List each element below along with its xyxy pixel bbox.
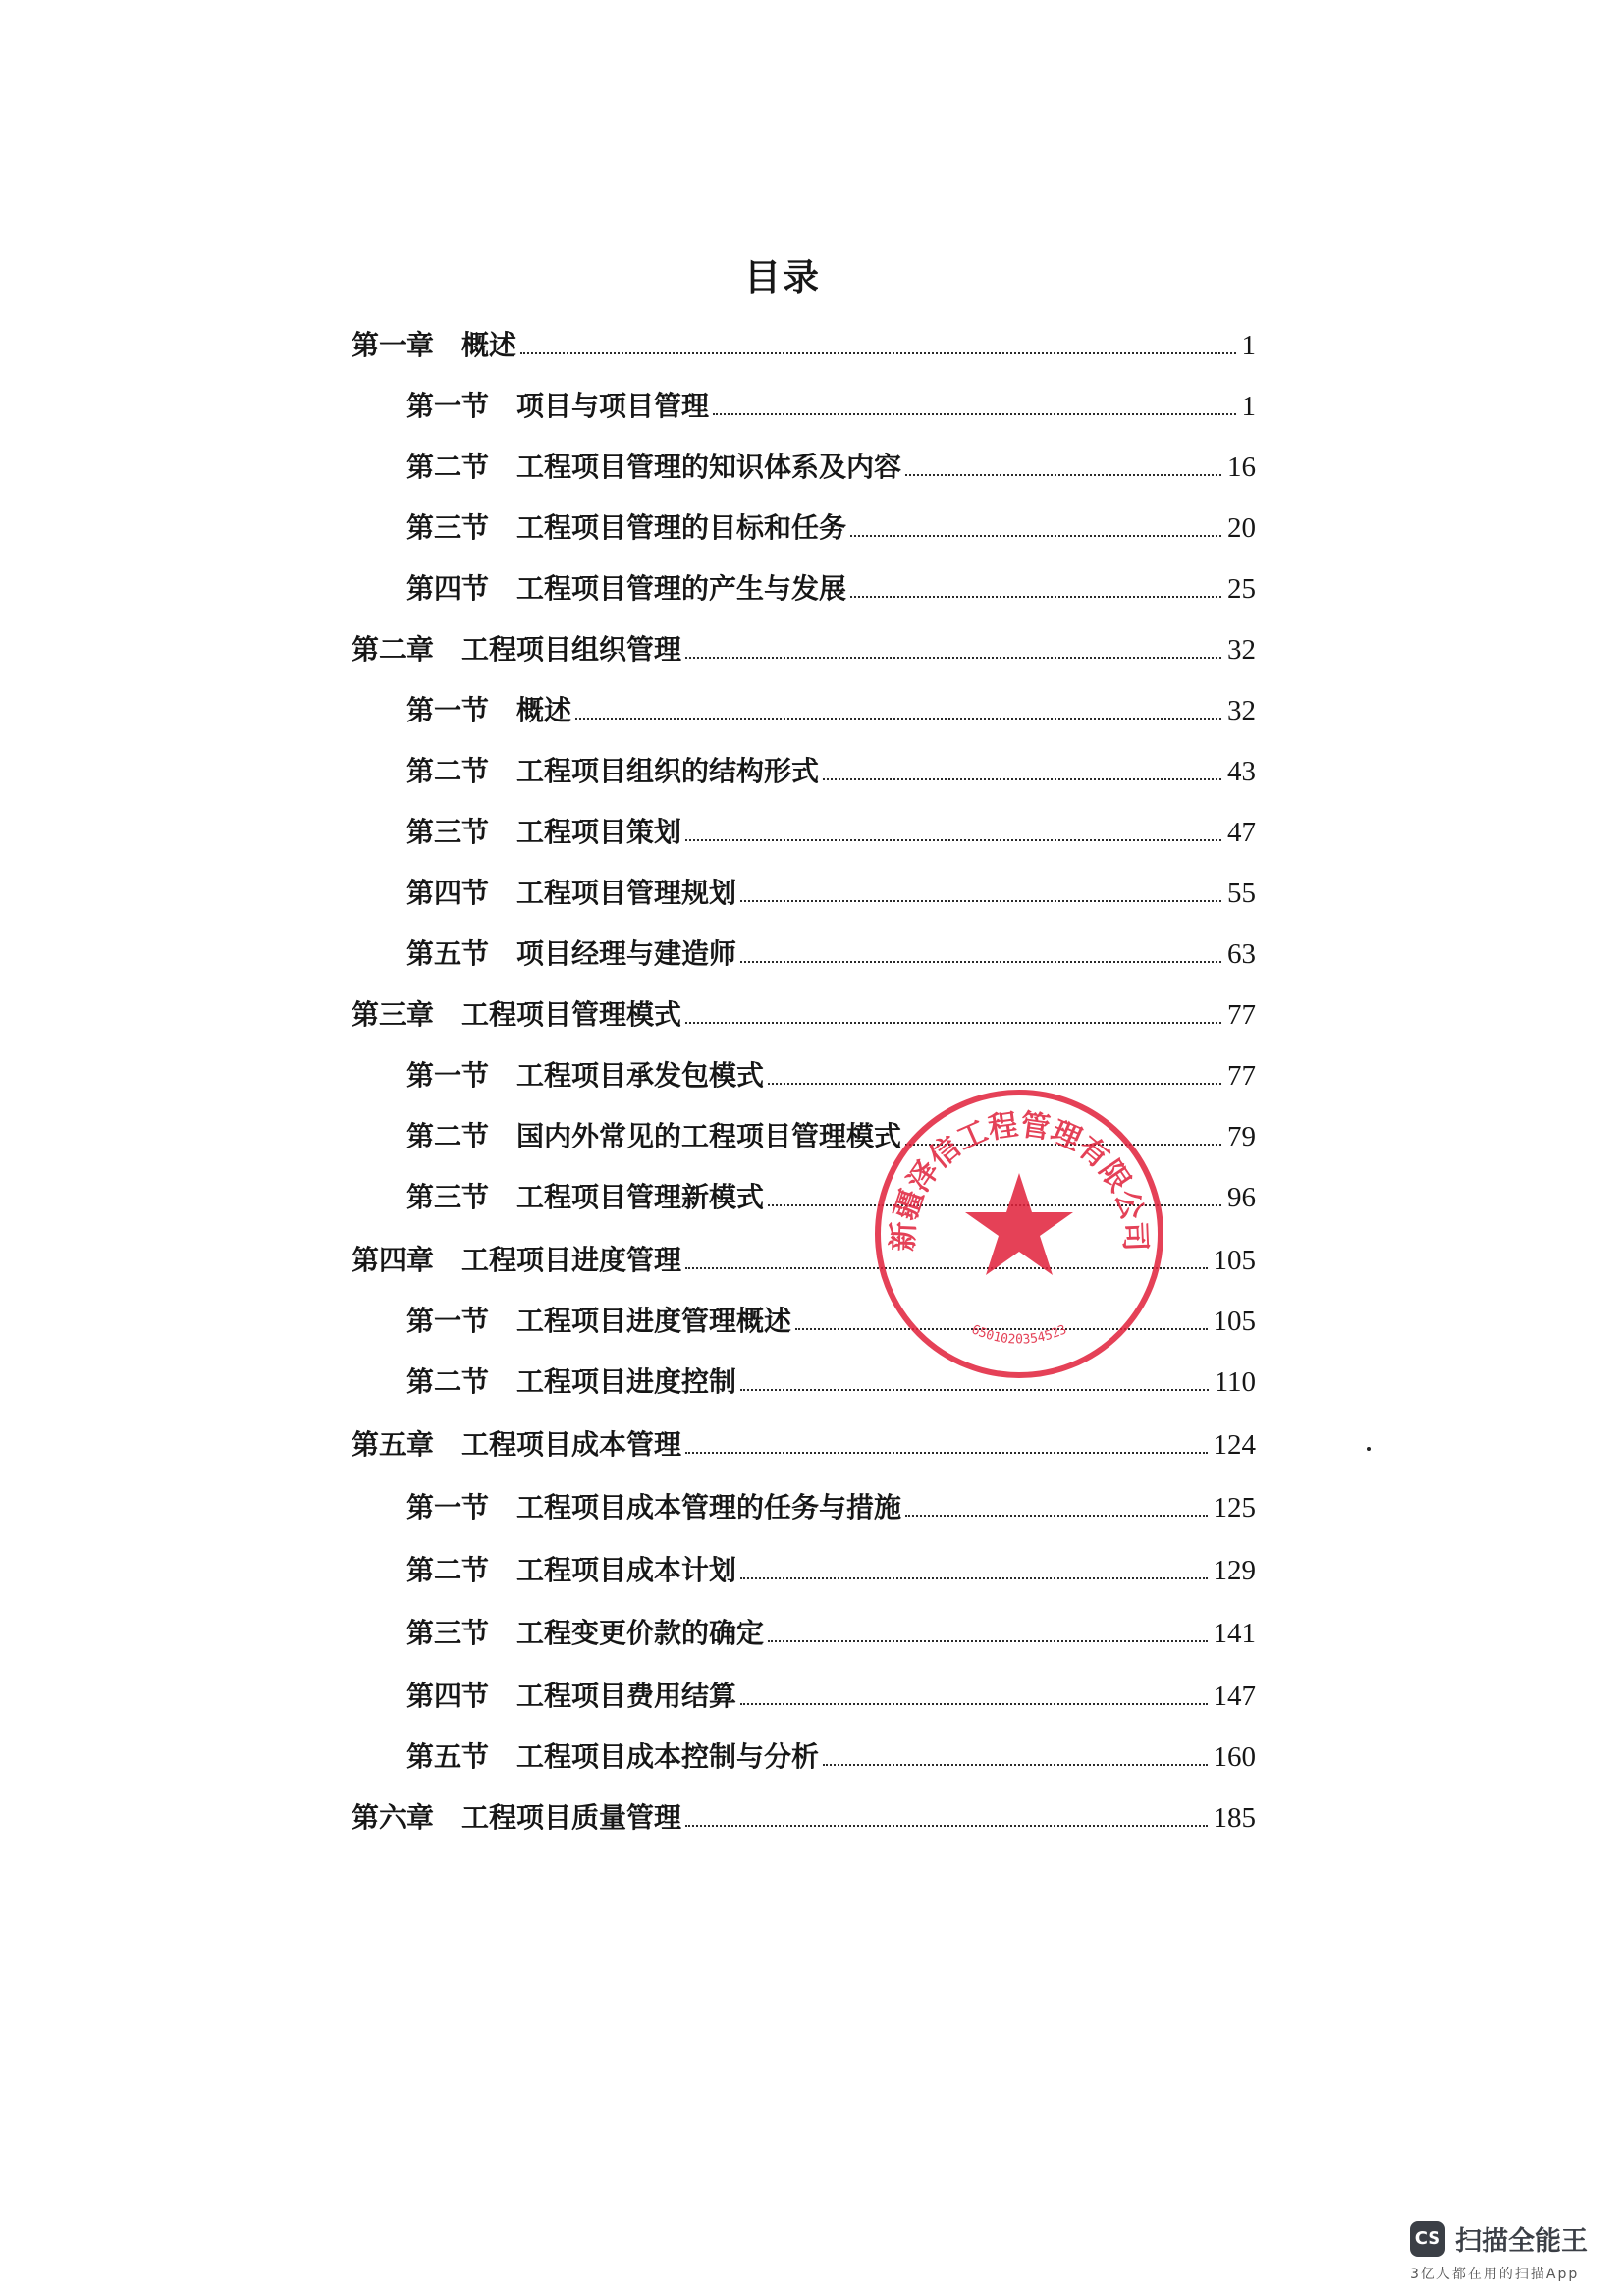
toc-section-entry [406,811,1256,850]
toc-entry-label: 第四节 [406,1680,490,1712]
toc-entry-title: 工程项目费用结算 [516,1680,737,1712]
scan-speck [1367,1447,1371,1451]
toc-section-entry [406,872,1256,911]
toc-page-number: 160 [1213,1741,1256,1773]
toc-entry-label: 第四节 [406,572,490,605]
toc-entry-label: 第三节 [406,1181,490,1213]
toc-entry-title: 工程项目成本管理的任务与措施 [516,1491,902,1523]
toc-page-number: 79 [1227,1121,1256,1152]
toc-section-entry [406,689,1256,728]
toc-entry-label: 第四节 [406,877,490,909]
toc-dot-leader [740,1389,1209,1391]
toc-chapter-entry [352,324,1256,363]
toc-page-number: 32 [1227,634,1256,666]
toc-section-entry [406,750,1256,789]
toc-entry-title: 国内外常见的工程项目管理模式 [516,1120,902,1152]
toc-dot-leader [740,900,1221,902]
toc-dot-leader [713,413,1235,415]
toc-page-number: 1 [1241,391,1256,422]
toc-page-number: 124 [1213,1429,1256,1461]
company-seal [872,1087,1166,1381]
toc-page-number: 105 [1213,1245,1256,1276]
toc-entry-title: 工程项目管理的知识体系及内容 [516,451,902,483]
toc-page-number: 129 [1213,1555,1256,1586]
toc-dot-leader [905,1515,1207,1517]
seal-company-name: 新疆泽信工程管理有限公司 [886,1107,1153,1253]
toc-entry-title: 工程项目管理规划 [516,877,737,909]
toc-page-number: 77 [1227,1060,1256,1092]
toc-entry-label: 第二节 [406,1554,490,1586]
toc-entry-title: 概述 [516,694,572,726]
toc-entry-label: 第一节 [406,1305,490,1337]
toc-page-number: 147 [1213,1681,1256,1712]
scanner-app-name: 扫描全能王 [1455,2226,1588,2257]
camscanner-logo-icon: CS [1410,2221,1445,2257]
toc-dot-leader [685,839,1221,841]
toc-page-number: 32 [1227,695,1256,726]
toc-section-entry [406,1549,1256,1588]
toc-entry-title: 项目经理与建造师 [516,937,737,970]
toc-dot-leader [740,1703,1207,1705]
toc-entry-label: 第一节 [406,390,490,422]
toc-page-number: 55 [1227,878,1256,909]
toc-dot-leader [740,961,1221,963]
toc-entry-label: 第三节 [406,511,490,544]
toc-section-entry [406,933,1256,972]
toc-page-number: 105 [1213,1306,1256,1337]
toc-entry-label: 第二节 [406,1365,490,1398]
toc-entry-title: 工程项目管理模式 [461,998,682,1031]
toc-dot-leader [740,1577,1207,1579]
toc-dot-leader [823,778,1221,780]
toc-chapter-entry [352,1796,1256,1836]
toc-dot-leader [905,474,1221,476]
toc-entry-title: 工程项目成本计划 [516,1554,737,1586]
toc-section-entry [406,1675,1256,1714]
toc-entry-title: 工程项目组织管理 [461,633,682,666]
toc-section-entry [406,446,1256,485]
toc-page-number: 110 [1214,1366,1256,1398]
toc-dot-leader [685,1452,1207,1454]
toc-entry-title: 工程变更价款的确定 [516,1617,765,1649]
toc-dot-leader [685,657,1221,659]
scanner-watermark [1410,2219,1588,2258]
toc-entry-title: 工程项目进度控制 [516,1365,737,1398]
toc-page-number: 96 [1227,1182,1256,1213]
toc-dot-leader [685,1825,1207,1827]
toc-entry-label: 第一节 [406,694,490,726]
toc-entry-title: 工程项目进度管理 [461,1244,682,1276]
toc-dot-leader [850,535,1221,537]
toc-page-number: 43 [1227,756,1256,787]
toc-entry-title: 工程项目组织的结构形式 [516,755,820,787]
toc-dot-leader [685,1022,1221,1024]
toc-dot-leader [575,718,1221,720]
toc-entry-title: 工程项目管理的目标和任务 [516,511,847,544]
toc-page-number: 141 [1213,1618,1256,1649]
toc-section-entry [406,1735,1256,1775]
toc-dot-leader [768,1083,1221,1085]
page-title: 目录 [744,256,821,298]
toc-chapter-entry [352,628,1256,667]
toc-entry-label: 第五节 [406,1740,490,1773]
toc-page-number: 25 [1227,573,1256,605]
toc-page-number: 125 [1213,1492,1256,1523]
toc-chapter-entry [352,993,1256,1033]
toc-entry-label: 第一节 [406,1059,490,1092]
svg-text:6501020354523 [969,1322,1069,1347]
star-icon [965,1173,1073,1275]
toc-chapter-entry [352,1423,1256,1463]
toc-page-number: 47 [1227,817,1256,848]
toc-page-number: 16 [1227,452,1256,483]
toc-section-entry [406,1486,1256,1525]
toc-entry-label: 第四章 [352,1244,435,1276]
toc-page-number: 77 [1227,999,1256,1031]
toc-entry-title: 工程项目策划 [516,816,682,848]
toc-page-number: 63 [1227,938,1256,970]
toc-section-entry [406,507,1256,546]
toc-entry-title: 工程项目进度管理概述 [516,1305,792,1337]
toc-entry-title: 工程项目质量管理 [461,1801,682,1834]
toc-dot-leader [823,1764,1207,1766]
toc-entry-title: 工程项目成本管理 [461,1428,682,1461]
toc-entry-label: 第三章 [352,998,435,1031]
toc-entry-title: 概述 [461,329,517,361]
toc-dot-leader [768,1640,1207,1642]
toc-entry-label: 第二节 [406,451,490,483]
toc-entry-label: 第三节 [406,1617,490,1649]
toc-entry-label: 第六章 [352,1801,435,1834]
toc-entry-title: 项目与项目管理 [516,390,710,422]
toc-dot-leader [850,596,1221,598]
toc-page-number: 20 [1227,512,1256,544]
toc-entry-label: 第二节 [406,1120,490,1152]
toc-dot-leader [520,352,1235,354]
toc-entry-title: 工程项目成本控制与分析 [516,1740,820,1773]
toc-section-entry [406,567,1256,607]
toc-page-number: 1 [1241,330,1256,361]
toc-entry-label: 第二章 [352,633,435,666]
toc-entry-label: 第一章 [352,329,435,361]
toc-section-entry [406,1612,1256,1651]
seal-number: 6501020354523 [969,1322,1069,1348]
toc-page-number: 185 [1213,1802,1256,1834]
toc-entry-label: 第三节 [406,816,490,848]
toc-entry-label: 第五节 [406,937,490,970]
toc-entry-title: 工程项目管理的产生与发展 [516,572,847,605]
scanner-tagline: 3亿人都在用的扫描App [1410,2267,1580,2282]
toc-entry-label: 第二节 [406,755,490,787]
toc-entry-title: 工程项目管理新模式 [516,1181,765,1213]
toc-entry-label: 第一节 [406,1491,490,1523]
toc-entry-title: 工程项目承发包模式 [516,1059,765,1092]
toc-entry-label: 第五章 [352,1428,435,1461]
toc-section-entry [406,385,1256,424]
